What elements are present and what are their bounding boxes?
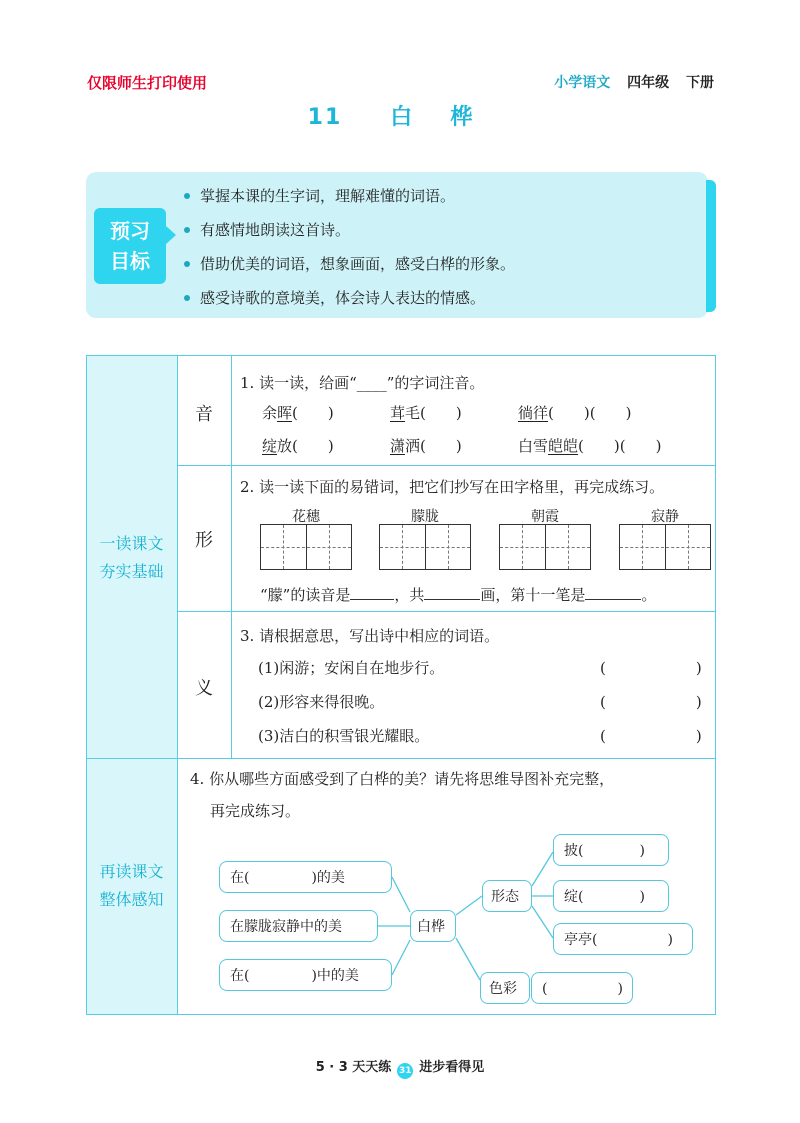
practice-word: 朦胧 (411, 509, 439, 525)
question-3: 3. 请根据意思，写出诗中相应的词语。 (240, 627, 500, 645)
meaning-item: (3)洁白的积雪银光耀眼。 (258, 727, 430, 745)
goal-item: 掌握本课的生字词，理解难懂的词语。 (180, 184, 515, 218)
meaning-item: (1)闲游；安闲自在地步行。 (258, 659, 445, 677)
section1-line2: 夯实基础 (99, 562, 164, 581)
mindmap-form-item[interactable]: 披( ) (553, 834, 669, 866)
grade-label: 四年级 (627, 75, 670, 91)
mindmap-form-item[interactable]: 绽( ) (553, 880, 669, 912)
meaning-label: 义 (195, 678, 213, 699)
goal-item: 有感情地朗读这首诗。 (180, 218, 515, 252)
question-2: 2. 读一读下面的易错词，把它们抄写在田字格里，再完成练习。 (240, 478, 665, 496)
question-4-line1: 4. 你从哪些方面感受到了白桦的美？请先将思维导图补充完整， (190, 770, 615, 788)
mindmap-color-item[interactable]: ( ) (531, 972, 633, 1004)
pinyin-item: 绽放( ) (262, 437, 334, 455)
pronunciation-label: 音 (195, 404, 213, 425)
page-footer (0, 1056, 800, 1079)
mindmap-form-item[interactable]: 亭亭( ) (553, 923, 693, 955)
mindmap-branch-form: 形态 (482, 880, 532, 912)
footer-brand: 5 · 3 天天练 (315, 1060, 392, 1075)
title-char-2: 桦 (450, 105, 475, 130)
title-char-1: 白 (390, 105, 415, 130)
answer-paren[interactable]: ( ) (600, 659, 702, 677)
pinyin-item: 徜徉( )( ) (518, 404, 632, 422)
goal-item: 借助优美的词语，想象画面，感受白桦的形象。 (180, 252, 515, 286)
meaning-item: (2)形容来得很晚。 (258, 693, 385, 711)
pinyin-item: 潇洒( ) (390, 437, 462, 455)
question-4-line2: 再完成练习。 (210, 802, 301, 820)
pinyin-item: 余晖( ) (262, 404, 334, 422)
mindmap-center-birch: 白桦 (410, 910, 456, 942)
pinyin-item: 白雪皑皑( )( ) (518, 437, 662, 455)
mindmap-box-misty: 在朦胧寂静中的美 (219, 910, 378, 942)
goals-tag-line2: 目标 (110, 249, 150, 273)
question-1: 1. 读一读，给画“____”的字词注音。 (240, 374, 485, 392)
mindmap-box-location1[interactable]: 在( )的美 (219, 861, 392, 893)
mindmap-branch-color: 色彩 (480, 972, 530, 1004)
practice-word: 花穗 (292, 509, 320, 525)
pinyin-item: 茸毛( ) (390, 404, 462, 422)
section2-line1: 再读课文 (99, 862, 164, 881)
answer-paren[interactable]: ( ) (600, 693, 702, 711)
section1-line1: 一读课文 (99, 534, 164, 553)
page-number: 31 (397, 1063, 413, 1079)
practice-word: 朝霞 (531, 509, 559, 525)
goals-tag-line1: 预习 (110, 219, 150, 243)
goal-item: 感受诗歌的意境美，体会诗人表达的情感。 (180, 286, 515, 320)
print-notice: 仅限师生打印使用 (87, 74, 208, 92)
section2-line2: 整体感知 (99, 890, 164, 909)
answer-paren[interactable]: ( ) (600, 727, 702, 745)
mindmap-box-location2[interactable]: 在( )中的美 (219, 959, 392, 991)
volume-label: 下册 (686, 75, 714, 91)
shape-label: 形 (195, 530, 213, 551)
subject-label: 小学语文 (554, 75, 611, 91)
footer-slogan: 进步看得见 (419, 1060, 485, 1075)
lesson-number: 11 (307, 105, 343, 130)
practice-word: 寂静 (651, 509, 679, 525)
stroke-question: “朦”的读音是 ，共 画，第十一笔是 。 (260, 586, 657, 604)
